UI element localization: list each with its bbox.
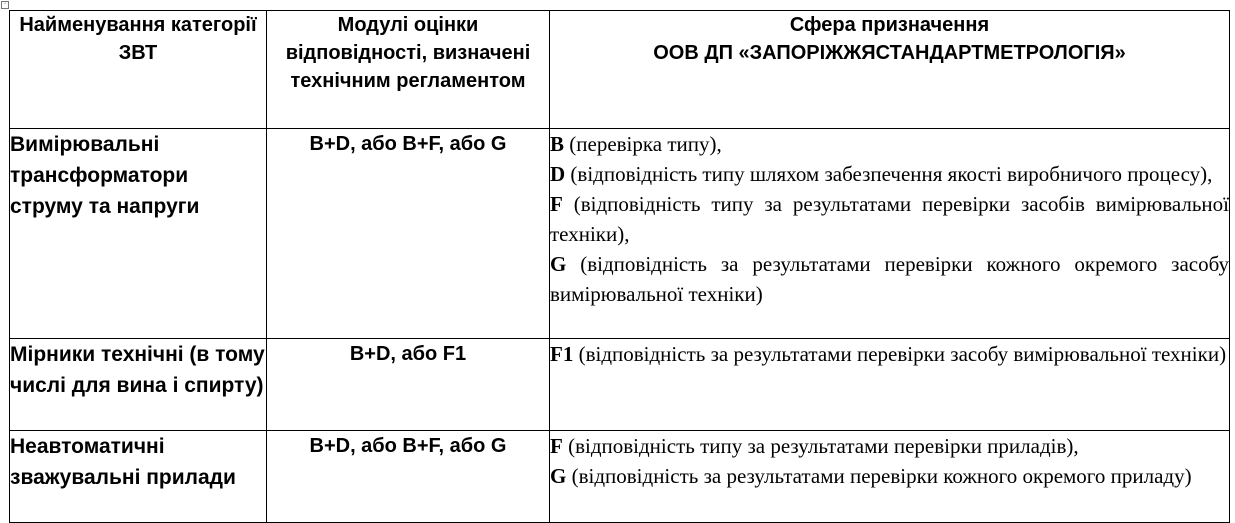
- category-cell: Мірники технічні (в тому числі для вина і спирту): [10, 339, 267, 431]
- module-entry: [550, 461, 1229, 491]
- table-row: [10, 129, 1230, 339]
- modules-cell: B+D, або В+F, або G: [267, 129, 550, 339]
- module-description: (відповідність за результатами перевірки кожного окремого засобу вимірювальної техніки): [550, 252, 1229, 306]
- category-cell: Неавтоматичні зважувальні прилади: [10, 431, 267, 523]
- sphere-cell: [550, 431, 1230, 523]
- module-entry: [550, 431, 1229, 461]
- module-description: (відповідність за результатами перевірки кожного окремого приладу): [566, 464, 1192, 488]
- sphere-cell: [550, 339, 1230, 431]
- module-entry: [550, 189, 1229, 249]
- modules-cell: B+D, або F1: [267, 339, 550, 431]
- category-cell: Вимірювальні трансформатори струму та напруги: [10, 129, 267, 339]
- module-entry: [550, 129, 1229, 159]
- module-code: F1: [550, 342, 574, 366]
- module-entry: [550, 249, 1229, 309]
- header-row: [10, 11, 1230, 129]
- header-sphere-line1: Сфера призначення: [789, 14, 990, 36]
- table-row: [10, 339, 1230, 431]
- table-anchor-icon[interactable]: +: [1, 1, 9, 9]
- module-description: (відповідність типу за результатами перевірки приладів),: [562, 434, 1079, 458]
- module-entry: [550, 339, 1229, 369]
- header-modules: Модулі оцінки відповідності, визначені технічним регламентом: [267, 11, 550, 129]
- module-description: (перевірка типу),: [564, 132, 722, 156]
- module-entry: [550, 159, 1229, 189]
- header-category: Найменування категорії ЗВТ: [10, 11, 267, 129]
- module-code: G: [550, 464, 567, 488]
- module-code: G: [550, 252, 567, 276]
- table-row: [10, 431, 1230, 523]
- module-description: (відповідність за результатами перевірки засобу вимірювальної техніки): [573, 342, 1227, 366]
- module-description: (відповідність типу за результатами перевірки засобів вимірювальної техніки),: [550, 192, 1229, 246]
- module-description: (відповідність типу шляхом забезпечення якості виробничого процесу),: [565, 162, 1213, 186]
- header-sphere-line2: ООВ ДП «ЗАПОРІЖЖЯСТАНДАРТМЕТРОЛОГІЯ»: [653, 42, 1126, 64]
- module-code: D: [550, 162, 566, 186]
- sphere-cell: [550, 129, 1230, 339]
- module-code: F: [550, 434, 563, 458]
- module-code: В: [550, 132, 565, 156]
- modules-cell: B+D, або B+F, або G: [267, 431, 550, 523]
- module-code: F: [550, 192, 563, 216]
- conformity-table: [9, 10, 1230, 523]
- header-sphere: [550, 11, 1230, 129]
